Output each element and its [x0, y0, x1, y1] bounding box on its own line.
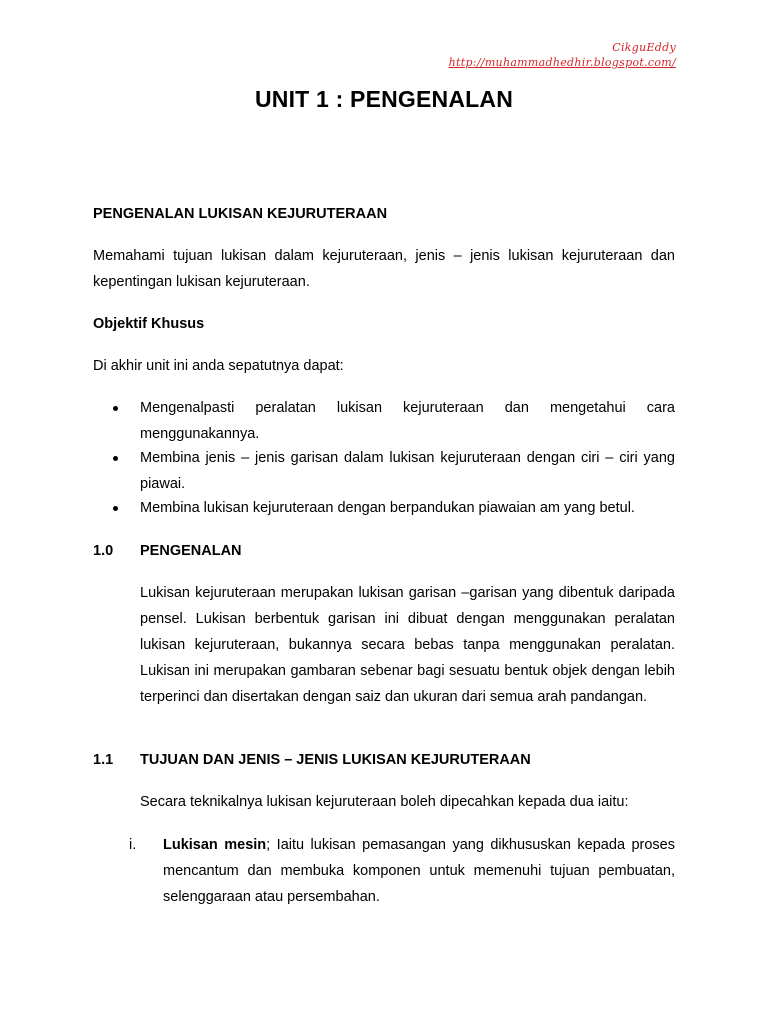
list-item-text: Mengenalpasti peralatan lukisan kejuruteraan dan mengetahui cara menggunakannya.	[140, 400, 675, 442]
numbered-list-item	[163, 832, 675, 910]
intro-paragraph: Memahami tujuan lukisan dalam kejuruteraan, jenis – jenis lukisan kejuruteraan dan kepentingan lukisan kejuruteraan.	[93, 248, 675, 290]
list-item-text: Membina lukisan kejuruteraan dengan berpandukan piawaian am yang betul.	[140, 500, 635, 516]
intro-heading: PENGENALAN LUKISAN KEJURUTERAAN	[93, 206, 388, 222]
objectives-lead: Di akhir unit ini anda sepatutnya dapat:	[93, 358, 344, 374]
bullet-icon	[113, 406, 118, 411]
section-title: PENGENALAN	[140, 543, 242, 559]
list-item-text: ; Iaitu lukisan pemasangan yang dikhususkan kepada proses mencantum dan membuka komponen untuk memenuhi tujuan pembuatan, selenggaraan atau persembahan.	[163, 837, 675, 905]
page-title: UNIT 1 : PENGENALAN	[254, 86, 514, 112]
bullet-icon	[113, 456, 118, 461]
section-lead: Secara teknikalnya lukisan kejuruteraan boleh dipecahkan kepada dua iaitu:	[140, 794, 629, 810]
list-marker: i.	[129, 837, 137, 853]
list-item-text: Membina jenis – jenis garisan dalam lukisan kejuruteraan dengan ciri – ciri yang piawai.	[140, 450, 675, 492]
section-title: TUJUAN DAN JENIS – JENIS LUKISAN KEJURUTERAAN	[140, 752, 531, 768]
blog-link[interactable]: http://muhammadhedhir.blogspot.com/	[448, 56, 676, 69]
bullet-icon	[113, 506, 118, 511]
section-number: 1.0	[93, 543, 114, 559]
objectives-heading: Objektif Khusus	[93, 316, 205, 332]
section-paragraph: Lukisan kejuruteraan merupakan lukisan garisan –garisan yang dibentuk daripada pensel. Lukisan berbentuk garisan ini dibuat dengan menggunakan peralatan lukisan kejuruteraan, bukannya secara bebas tanpa menggunakan peralatan. Lukisan ini merupakan gambaran sebenar bagi sesuatu bentuk objek dengan lebih terperinci dan disertakan dengan saiz dan ukuran dari semua arah pandangan.	[140, 585, 675, 705]
section-number: 1.1	[93, 752, 114, 768]
author-name: CikguEddy	[612, 41, 676, 54]
list-item-term: Lukisan mesin	[163, 837, 267, 853]
author-header	[449, 40, 676, 70]
